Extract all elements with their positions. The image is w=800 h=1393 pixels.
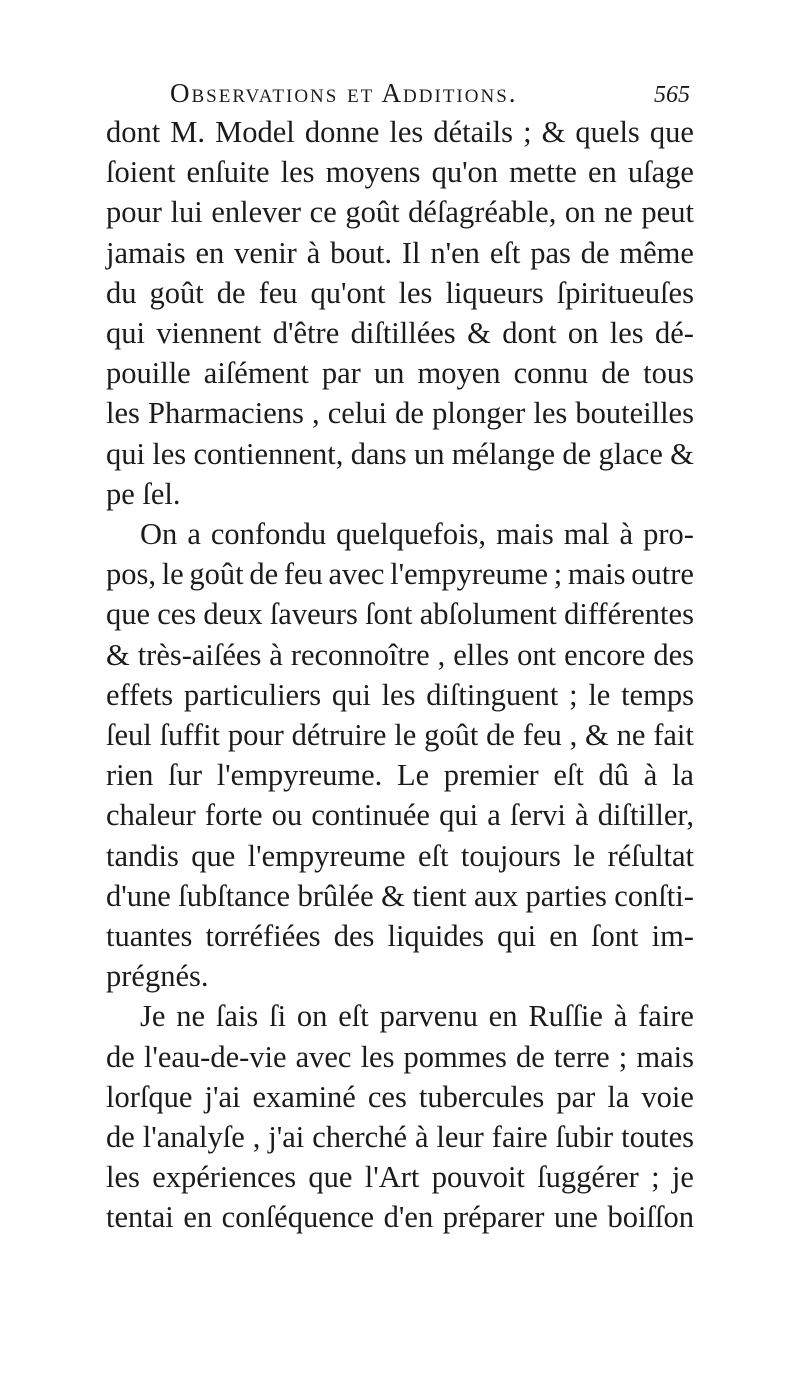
word: les [381,677,416,712]
word: à [269,637,283,672]
word: diſtinguent [426,677,559,712]
text-line [106,273,694,313]
word: le [161,557,184,592]
word: les [106,396,140,431]
word: de [395,396,424,431]
word: conſti- [614,878,694,913]
word: les [609,316,644,351]
word: dans [350,436,407,471]
word: les [398,275,433,310]
word: abſolument [419,597,557,632]
word: qu'ont [310,275,386,310]
word: eſt [489,235,521,270]
word: ; [618,1039,628,1074]
word: Model [215,115,295,149]
word: avec [295,1039,352,1074]
word: goût [424,718,479,753]
word: forte [204,798,263,833]
word: très-aiſées [137,637,262,672]
word: ſuffit [159,718,221,753]
word: aiſément [203,356,309,391]
word: Ruſſie [528,999,603,1034]
word: & [106,637,130,672]
word: viennent [156,316,262,351]
body-text [106,112,694,1238]
word: & [585,718,609,753]
word: ; [553,557,563,592]
word: elles [453,637,510,672]
word: les [280,155,315,190]
word: qui [439,798,479,833]
text-line [106,434,694,474]
word: confondu [210,517,327,552]
word: qui [497,919,537,954]
word: ont [517,637,557,672]
word: pro- [643,517,694,552]
word: déſagréable, [408,195,557,230]
word: tandis [106,838,179,873]
word: eſt [553,758,584,793]
word: d'en [383,1200,434,1235]
word: en [587,155,617,190]
word: les [106,1160,140,1195]
text-line [106,635,694,675]
word: dû [598,758,630,793]
word: l'empyreume [247,838,406,873]
word: à [619,517,634,552]
word: tous [643,356,694,391]
word: goût [345,195,400,230]
word: parties [525,878,607,913]
word: jamais [106,235,186,270]
word: a [487,798,501,833]
word: on [567,316,599,351]
text-line [106,1037,694,1077]
word: à [414,1120,429,1155]
word: , [437,637,446,672]
word: la [671,758,694,793]
text-line [106,353,694,393]
word: cherché [312,1120,407,1155]
word: avec [328,557,385,592]
text-line [106,715,694,755]
word: connu [513,356,589,391]
word: j'ai [268,1120,305,1155]
word: Le [396,758,430,793]
word: Pharmaciens [148,396,304,431]
word: goût [189,557,244,592]
text-line: pe ſel. [106,476,181,511]
word: ſont [365,597,413,632]
word: mal [563,517,610,552]
word: & [541,115,566,149]
word: pos, [106,557,156,592]
word: aux [474,878,519,913]
word: ces [367,1079,407,1114]
word: d'être [272,316,340,351]
word: mais [567,557,626,592]
word: pouille [106,356,191,391]
text-line [106,755,694,795]
word: les [389,115,424,149]
word: contiennent, [193,436,344,471]
word: ; [651,1160,660,1195]
word: qui [106,316,145,351]
paragraph-start-line [106,514,694,554]
word: de [562,436,592,471]
text-line [106,1077,694,1117]
word: le [588,677,611,712]
word: l'empyreume. [216,758,383,793]
word: eſt [417,838,449,873]
word: de [601,356,631,391]
paragraph-start-line [106,996,694,1036]
word: tient [412,878,467,913]
word: moyens [325,155,421,190]
word: mais [636,1039,694,1074]
text-line [106,1197,694,1237]
word: leur [436,1120,484,1155]
word: expériences [152,1160,297,1195]
word: que [106,597,151,632]
word: on [564,195,596,230]
word: ne [604,195,633,230]
word: ſubſtance [178,878,291,913]
word: bout. [330,235,392,270]
word: quels [575,115,640,149]
word: ſpiritueuſes [556,275,694,310]
word: que [649,115,694,149]
word: une [553,1200,598,1235]
word: ſi [269,999,287,1034]
word: faire [638,999,694,1034]
word: en [488,999,518,1034]
word: en [549,919,578,954]
word: feu [522,718,562,753]
word: faire [491,1120,548,1155]
word: continuée [311,798,430,833]
word: parvenu [379,999,478,1034]
word: ſaveurs [269,597,358,632]
text-line [106,112,694,152]
word: tuantes [106,919,193,954]
word: chaleur [106,798,196,833]
word: toutes [621,1120,694,1155]
word: par [321,356,361,391]
text-line [106,836,694,876]
word: en [195,235,225,270]
word: ſuggérer [537,1160,639,1195]
word: enſuite [186,155,270,190]
word: fait [653,718,694,753]
word: ne [616,718,646,753]
word: enlever [211,195,302,230]
word: ſais [215,999,259,1034]
text-line [106,393,694,433]
word: ſervi [509,798,566,833]
word: , [569,718,578,753]
page-number: 565 [654,82,690,108]
word: & [467,316,491,351]
word: lui [170,195,203,230]
word: premier [443,758,539,793]
word: de [216,275,246,310]
word: dont [106,115,161,149]
word: ſeul [106,718,152,753]
word: temps [621,677,694,712]
word: l'Art [364,1160,420,1195]
word: glace [598,436,663,471]
word: que [191,838,236,873]
word: l'analyſe [142,1120,245,1155]
word: de [106,1120,135,1155]
word: mette [509,155,577,190]
word: liquides [387,919,485,954]
word: j'ai [204,1079,241,1114]
word: examiné [252,1079,356,1114]
word: terre [553,1039,610,1074]
word: toujours [460,838,561,873]
word: rien [106,758,154,793]
word: plonger [432,396,526,431]
word: ce [309,195,337,230]
word: encore [564,637,646,672]
word: & [670,436,694,471]
text-line [106,192,694,232]
word: même [619,235,694,270]
word: pour [227,718,284,753]
word: diſtiller, [597,798,694,833]
word: ; [569,677,578,712]
word: pour [106,195,162,230]
word: je [671,1160,694,1195]
word: ſont [591,919,639,954]
word: feu [258,275,298,310]
word: , [311,396,320,431]
word: qui [331,677,371,712]
word: voie [641,1079,694,1114]
word: les [360,1039,395,1074]
word: mais [496,517,554,552]
text-line [106,233,694,273]
word: le [394,718,417,753]
text-line [106,1117,694,1157]
word: que [308,1160,353,1195]
word: donne [304,115,380,149]
word: im- [651,919,694,954]
word: de [580,235,610,270]
text-line [106,152,694,192]
word: le [573,838,596,873]
word: conſéquence [221,1200,375,1235]
word: deux [203,597,263,632]
word: réſultat [607,838,694,873]
word: dé- [655,316,694,351]
word: bouteilles [575,396,694,431]
word: tubercules [418,1079,545,1114]
word: peut [641,195,694,230]
word: M. [170,115,206,149]
word: de [249,557,279,592]
word: lorſque [106,1079,193,1114]
word: uſage [627,155,694,190]
word: ſoient [106,155,176,190]
word: l'eau-de-vie [143,1039,287,1074]
word: préparer [442,1200,545,1235]
word: liqueurs [445,275,544,310]
text-line [106,876,694,916]
word: du [106,275,137,310]
word: boiſſon [607,1200,694,1235]
word: de [106,1039,135,1074]
text-line [106,313,694,353]
word: On [140,517,178,552]
word: n'en [430,235,480,270]
word: ſur [168,758,202,793]
word: particuliers [183,677,322,712]
word: pas [530,235,571,270]
word: l'empyreume [390,557,549,592]
word: dont [502,316,557,351]
text-line [106,594,694,634]
word: on [296,999,328,1034]
word: diſtillées [350,316,456,351]
word: goût [149,275,204,310]
header-title: Observations et Additions. [170,78,518,108]
word: un [373,356,405,391]
word: brûlée [297,878,374,913]
word: différentes [564,597,694,632]
word: à [575,798,589,833]
word: outre [631,557,694,592]
word: celui [327,396,388,431]
word: pommes [403,1039,507,1074]
word: à [306,235,321,270]
word: Il [401,235,421,270]
word: torréfiées [205,919,321,954]
word: la [607,1079,630,1114]
word: venir [234,235,297,270]
word: effets [106,677,174,712]
word: à [643,758,658,793]
word: ; [523,115,532,149]
text-line [106,554,694,594]
word: des [333,919,375,954]
word: & [381,878,405,913]
word: a [187,517,201,552]
word: , [252,1120,261,1155]
word: ces [157,597,197,632]
word: détruire [291,718,387,753]
word: ſubir [555,1120,614,1155]
word: des [653,637,694,672]
word: qu'on [431,155,499,190]
word: ne [176,999,206,1034]
word: moyen [417,356,501,391]
word: de [515,1039,545,1074]
word: mélange [451,436,556,471]
word: les [152,436,187,471]
word: un [413,436,445,471]
word: reconnoître [290,637,430,672]
word: quelquefois, [336,517,487,552]
word: les [533,396,568,431]
word: qui [106,436,145,471]
word: pouvoit [431,1160,525,1195]
text-line: prégnés. [106,959,209,994]
word: d'une [106,878,171,913]
text-line [106,795,694,835]
word: de [486,718,515,753]
word: tentai [106,1200,174,1235]
word: ou [271,798,303,833]
word: en [183,1200,213,1235]
text-line [106,675,694,715]
word: par [556,1079,596,1114]
word: feu [283,557,323,592]
word: détails [433,115,513,149]
word: eſt [338,999,369,1034]
text-line [106,1157,694,1197]
word: Je [140,999,166,1034]
word: à [613,999,628,1034]
text-line [106,916,694,956]
